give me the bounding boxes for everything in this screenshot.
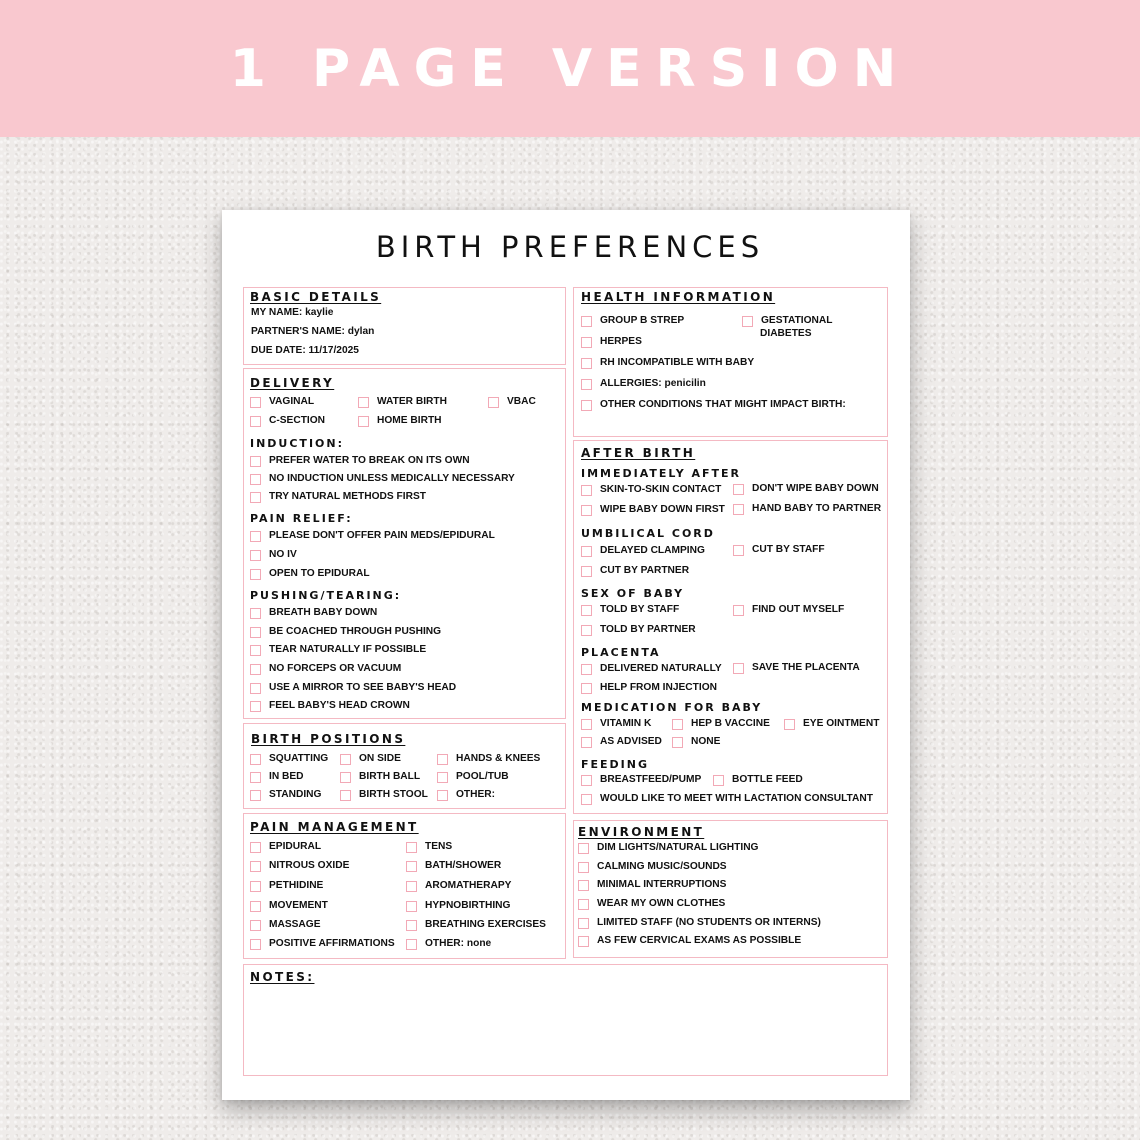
checkbox[interactable] bbox=[340, 754, 351, 765]
option-label: ALLERGIES: penicilin bbox=[600, 378, 706, 389]
option-label: SAVE THE PLACENTA bbox=[752, 662, 860, 673]
checkbox[interactable] bbox=[437, 772, 448, 783]
option-label: STANDING bbox=[269, 789, 322, 800]
checkbox-item[interactable] bbox=[250, 663, 401, 676]
checkbox-item[interactable] bbox=[581, 545, 705, 558]
checkbox-item[interactable] bbox=[250, 607, 377, 620]
option-label: OTHER CONDITIONS THAT MIGHT IMPACT BIRTH: bbox=[600, 399, 846, 410]
checkbox[interactable] bbox=[784, 719, 795, 730]
notes-area[interactable] bbox=[248, 988, 883, 1072]
checkbox[interactable] bbox=[488, 397, 499, 408]
option-label: DIM LIGHTS/NATURAL LIGHTING bbox=[597, 842, 759, 853]
checkbox-item[interactable] bbox=[406, 938, 491, 951]
pushing-heading: PUSHING/TEARING: bbox=[250, 589, 402, 602]
checkbox[interactable] bbox=[340, 772, 351, 783]
checkbox-item[interactable] bbox=[581, 774, 701, 787]
checkbox[interactable] bbox=[250, 550, 261, 561]
checkbox-item[interactable] bbox=[581, 624, 696, 637]
checkbox[interactable] bbox=[733, 504, 744, 515]
checkbox[interactable] bbox=[581, 546, 592, 557]
option-label: BE COACHED THROUGH PUSHING bbox=[269, 626, 442, 637]
option-label: AS ADVISED bbox=[600, 736, 662, 747]
checkbox-item[interactable] bbox=[733, 544, 825, 557]
checkbox[interactable] bbox=[406, 842, 417, 853]
checkbox-item[interactable] bbox=[406, 919, 546, 932]
feeding-heading: FEEDING bbox=[581, 758, 650, 771]
option-label: TRY NATURAL METHODS FIRST bbox=[269, 491, 426, 502]
checkbox[interactable] bbox=[578, 862, 589, 873]
option-label: PLEASE DON'T OFFER PAIN MEDS/EPIDURAL bbox=[269, 530, 495, 541]
checkbox[interactable] bbox=[250, 861, 261, 872]
after-birth-heading: AFTER BIRTH bbox=[581, 446, 696, 460]
pain-relief-heading: PAIN RELIEF: bbox=[250, 512, 353, 525]
option-label: MASSAGE bbox=[269, 919, 321, 930]
checkbox-item[interactable] bbox=[250, 771, 304, 784]
checkbox[interactable] bbox=[250, 416, 261, 427]
checkbox[interactable] bbox=[358, 416, 369, 427]
checkbox[interactable] bbox=[250, 683, 261, 694]
option-label: TENS bbox=[425, 841, 453, 852]
checkbox-item[interactable] bbox=[784, 718, 879, 731]
checkbox-item[interactable] bbox=[340, 771, 420, 784]
checkbox[interactable] bbox=[250, 901, 261, 912]
checkbox-item[interactable] bbox=[250, 626, 441, 639]
checkbox-item[interactable] bbox=[581, 336, 642, 349]
checkbox[interactable] bbox=[733, 545, 744, 556]
sex-of-baby-heading: SEX OF BABY bbox=[581, 587, 685, 600]
option-label: POOL/TUB bbox=[456, 771, 509, 782]
option-label: BREASTFEED/PUMP bbox=[600, 774, 702, 785]
checkbox-item[interactable] bbox=[250, 491, 426, 504]
option-label: DON'T WIPE BABY DOWN bbox=[752, 483, 879, 494]
option-label: TEAR NATURALLY IF POSSIBLE bbox=[269, 644, 427, 655]
checkbox[interactable] bbox=[250, 456, 261, 467]
checkbox-item[interactable] bbox=[250, 455, 470, 468]
option-label: CUT BY STAFF bbox=[752, 544, 825, 555]
checkbox[interactable] bbox=[672, 737, 683, 748]
option-label: DELAYED CLAMPING bbox=[600, 545, 705, 556]
option-label: TOLD BY STAFF bbox=[600, 604, 680, 615]
checkbox[interactable] bbox=[250, 492, 261, 503]
option-label: AS FEW CERVICAL EXAMS AS POSSIBLE bbox=[597, 935, 802, 946]
checkbox-item[interactable] bbox=[437, 789, 495, 802]
checkbox-item[interactable] bbox=[581, 357, 754, 370]
checkbox[interactable] bbox=[250, 754, 261, 765]
checkbox-item[interactable] bbox=[578, 935, 801, 948]
checkbox-item[interactable] bbox=[250, 700, 410, 713]
checkbox-item[interactable] bbox=[340, 789, 428, 802]
checkbox-item[interactable] bbox=[250, 530, 495, 543]
checkbox[interactable] bbox=[581, 505, 592, 516]
checkbox[interactable] bbox=[437, 790, 448, 801]
pain-management-heading: PAIN MANAGEMENT bbox=[250, 820, 419, 834]
option-label: VAGINAL bbox=[269, 396, 315, 407]
checkbox[interactable] bbox=[733, 605, 744, 616]
checkbox[interactable] bbox=[250, 701, 261, 712]
option-label: HYPNOBIRTHING bbox=[425, 900, 511, 911]
induction-heading: INDUCTION: bbox=[250, 437, 344, 450]
option-label: HOME BIRTH bbox=[377, 415, 442, 426]
option-label: WEAR MY OWN CLOTHES bbox=[597, 898, 726, 909]
checkbox[interactable] bbox=[578, 918, 589, 929]
due-date-field[interactable]: DUE DATE: 11/17/2025 bbox=[251, 345, 359, 356]
option-label: FIND OUT MYSELF bbox=[752, 604, 845, 615]
checkbox-item[interactable] bbox=[581, 504, 725, 517]
checkbox[interactable] bbox=[578, 843, 589, 854]
checkbox-item[interactable] bbox=[406, 860, 501, 873]
checkbox[interactable] bbox=[581, 485, 592, 496]
checkbox-item[interactable] bbox=[733, 483, 879, 496]
banner-title: 1 PAGE VERSION bbox=[229, 38, 911, 99]
checkbox[interactable] bbox=[581, 316, 592, 327]
checkbox[interactable] bbox=[581, 683, 592, 694]
checkbox-item[interactable] bbox=[250, 938, 395, 951]
umbilical-cord-heading: UMBILICAL CORD bbox=[581, 527, 715, 540]
checkbox[interactable] bbox=[250, 790, 261, 801]
option-label: USE A MIRROR TO SEE BABY'S HEAD bbox=[269, 682, 457, 693]
checkbox[interactable] bbox=[406, 861, 417, 872]
checkbox-item[interactable] bbox=[250, 682, 456, 695]
my-name-field[interactable]: MY NAME: kaylie bbox=[251, 307, 334, 318]
checkbox[interactable] bbox=[713, 775, 724, 786]
checkbox[interactable] bbox=[581, 737, 592, 748]
checkbox-item[interactable] bbox=[406, 880, 511, 893]
option-label: MOVEMENT bbox=[269, 900, 328, 911]
option-label: AROMATHERAPY bbox=[425, 880, 512, 891]
checkbox-item[interactable] bbox=[250, 789, 321, 802]
checkbox[interactable] bbox=[250, 939, 261, 950]
option-label: PREFER WATER TO BREAK ON ITS OWN bbox=[269, 455, 470, 466]
option-label: NITROUS OXIDE bbox=[269, 860, 350, 871]
checkbox[interactable] bbox=[581, 379, 592, 390]
placenta-heading: PLACENTA bbox=[581, 646, 661, 659]
checkbox-item[interactable] bbox=[581, 736, 662, 749]
option-label: BIRTH STOOL bbox=[359, 789, 428, 800]
checkbox[interactable] bbox=[578, 880, 589, 891]
checkbox-item[interactable] bbox=[578, 842, 758, 855]
checkbox[interactable] bbox=[250, 627, 261, 638]
option-label: BOTTLE FEED bbox=[732, 774, 803, 785]
checkbox-item[interactable] bbox=[250, 880, 323, 893]
option-label: RH INCOMPATIBLE WITH BABY bbox=[600, 357, 755, 368]
checkbox-item[interactable] bbox=[488, 396, 536, 409]
checkbox-item[interactable] bbox=[250, 860, 349, 873]
option-label: SKIN-TO-SKIN CONTACT bbox=[600, 484, 722, 495]
checkbox-item[interactable] bbox=[578, 861, 727, 874]
option-label-continued: DIABETES bbox=[760, 328, 812, 339]
medication-heading: MEDICATION FOR BABY bbox=[581, 701, 763, 714]
checkbox-item[interactable] bbox=[581, 604, 679, 617]
checkbox-item[interactable] bbox=[250, 549, 297, 562]
option-label: HANDS & KNEES bbox=[456, 753, 541, 764]
checkbox-item[interactable] bbox=[581, 399, 846, 412]
option-label: WOULD LIKE TO MEET WITH LACTATION CONSULTANT bbox=[600, 793, 873, 804]
checkbox[interactable] bbox=[581, 358, 592, 369]
checkbox-item[interactable] bbox=[581, 565, 689, 578]
checkbox-item[interactable] bbox=[578, 879, 726, 892]
option-label: HERPES bbox=[600, 336, 642, 347]
option-label: HEP B VACCINE bbox=[691, 718, 770, 729]
option-label: PETHIDINE bbox=[269, 880, 324, 891]
checkbox[interactable] bbox=[250, 608, 261, 619]
checkbox[interactable] bbox=[250, 645, 261, 656]
option-label: DELIVERED NATURALLY bbox=[600, 663, 722, 674]
checkbox[interactable] bbox=[250, 772, 261, 783]
checkbox[interactable] bbox=[672, 719, 683, 730]
checkbox-item[interactable] bbox=[713, 774, 803, 787]
option-label: CALMING MUSIC/SOUNDS bbox=[597, 861, 727, 872]
immediately-after-heading: IMMEDIATELY AFTER bbox=[581, 467, 742, 480]
checkbox-item[interactable] bbox=[733, 604, 844, 617]
checkbox[interactable] bbox=[581, 794, 592, 805]
checkbox-item[interactable] bbox=[581, 682, 717, 695]
checkbox-item[interactable] bbox=[733, 503, 881, 516]
option-label: BATH/SHOWER bbox=[425, 860, 502, 871]
option-label: IN BED bbox=[269, 771, 304, 782]
notes-heading: NOTES: bbox=[250, 970, 315, 984]
basic-details-heading: BASIC DETAILS bbox=[250, 290, 382, 304]
option-label: NONE bbox=[691, 736, 721, 747]
checkbox-item[interactable] bbox=[578, 898, 725, 911]
checkbox-item[interactable] bbox=[578, 917, 821, 930]
option-label: POSITIVE AFFIRMATIONS bbox=[269, 938, 395, 949]
checkbox[interactable] bbox=[250, 842, 261, 853]
checkbox[interactable] bbox=[250, 664, 261, 675]
checkbox[interactable] bbox=[581, 719, 592, 730]
checkbox-item[interactable] bbox=[437, 753, 540, 766]
option-label: BIRTH BALL bbox=[359, 771, 421, 782]
checkbox-item[interactable] bbox=[581, 663, 722, 676]
environment-heading: ENVIRONMENT bbox=[578, 825, 705, 839]
checkbox-item[interactable] bbox=[340, 753, 401, 766]
option-label: GESTATIONAL bbox=[761, 315, 833, 326]
page-title: BIRTH PREFERENCES bbox=[375, 230, 765, 264]
checkbox[interactable] bbox=[340, 790, 351, 801]
option-label: NO INDUCTION UNLESS MEDICALLY NECESSARY bbox=[269, 473, 515, 484]
checkbox-item[interactable] bbox=[406, 900, 510, 913]
checkbox[interactable] bbox=[578, 899, 589, 910]
checkbox[interactable] bbox=[581, 605, 592, 616]
checkbox-item[interactable] bbox=[733, 662, 860, 675]
option-label: TOLD BY PARTNER bbox=[600, 624, 696, 635]
checkbox[interactable] bbox=[358, 397, 369, 408]
checkbox-item[interactable] bbox=[250, 644, 426, 657]
checkbox-item[interactable] bbox=[250, 473, 515, 486]
checkbox[interactable] bbox=[581, 664, 592, 675]
checkbox[interactable] bbox=[406, 881, 417, 892]
checkbox[interactable] bbox=[578, 936, 589, 947]
banner bbox=[0, 0, 1140, 137]
option-label: VBAC bbox=[507, 396, 536, 407]
checkbox-item[interactable] bbox=[672, 718, 770, 731]
option-label: OPEN TO EPIDURAL bbox=[269, 568, 370, 579]
option-label: ON SIDE bbox=[359, 753, 401, 764]
option-label: HELP FROM INJECTION bbox=[600, 682, 717, 693]
checkbox[interactable] bbox=[406, 901, 417, 912]
checkbox-item[interactable] bbox=[742, 315, 833, 328]
option-label: VITAMIN K bbox=[600, 718, 652, 729]
option-label: LIMITED STAFF (NO STUDENTS OR INTERNS) bbox=[597, 917, 821, 928]
checkbox[interactable] bbox=[250, 474, 261, 485]
option-label: EYE OINTMENT bbox=[803, 718, 880, 729]
checkbox[interactable] bbox=[733, 484, 744, 495]
checkbox-item[interactable] bbox=[250, 415, 325, 428]
option-label: GROUP B STREP bbox=[600, 315, 685, 326]
checkbox-item[interactable] bbox=[581, 484, 721, 497]
option-label: WATER BIRTH bbox=[377, 396, 447, 407]
checkbox-item[interactable] bbox=[437, 771, 509, 784]
checkbox[interactable] bbox=[250, 531, 261, 542]
partner-name-field[interactable]: PARTNER'S NAME: dylan bbox=[251, 326, 375, 337]
option-label: FEEL BABY'S HEAD CROWN bbox=[269, 700, 410, 711]
checkbox[interactable] bbox=[437, 754, 448, 765]
checkbox[interactable] bbox=[250, 569, 261, 580]
checkbox-item[interactable] bbox=[250, 753, 328, 766]
option-label: NO FORCEPS OR VACUUM bbox=[269, 663, 402, 674]
option-label: BREATHING EXERCISES bbox=[425, 919, 546, 930]
checkbox-item[interactable] bbox=[406, 841, 452, 854]
option-label: BREATH BABY DOWN bbox=[269, 607, 378, 618]
checkbox-item[interactable] bbox=[581, 315, 684, 328]
checkbox-item[interactable] bbox=[250, 396, 314, 409]
option-label: CUT BY PARTNER bbox=[600, 565, 690, 576]
checkbox-item[interactable] bbox=[250, 900, 328, 913]
checkbox[interactable] bbox=[250, 397, 261, 408]
option-label: EPIDURAL bbox=[269, 841, 322, 852]
checkbox[interactable] bbox=[250, 881, 261, 892]
option-label: WIPE BABY DOWN FIRST bbox=[600, 504, 725, 515]
checkbox-item[interactable] bbox=[358, 396, 447, 409]
option-label: HAND BABY TO PARTNER bbox=[752, 503, 882, 514]
checkbox-item[interactable] bbox=[358, 415, 442, 428]
checkbox[interactable] bbox=[581, 337, 592, 348]
checkbox-item[interactable] bbox=[581, 793, 873, 806]
checkbox[interactable] bbox=[581, 775, 592, 786]
checkbox-item[interactable] bbox=[581, 718, 651, 731]
checkbox-item[interactable] bbox=[250, 568, 370, 581]
delivery-heading: DELIVERY bbox=[250, 376, 335, 390]
checkbox-item[interactable] bbox=[250, 841, 321, 854]
checkbox[interactable] bbox=[581, 400, 592, 411]
option-label: SQUATTING bbox=[269, 753, 329, 764]
checkbox[interactable] bbox=[406, 920, 417, 931]
option-label: OTHER: none bbox=[425, 938, 492, 949]
option-label: MINIMAL INTERRUPTIONS bbox=[597, 879, 727, 890]
option-label: OTHER: bbox=[456, 789, 496, 800]
checkbox[interactable] bbox=[581, 625, 592, 636]
checkbox[interactable] bbox=[742, 316, 753, 327]
checkbox-item[interactable] bbox=[581, 378, 706, 391]
health-information-heading: HEALTH INFORMATION bbox=[581, 290, 776, 304]
checkbox[interactable] bbox=[406, 939, 417, 950]
checkbox[interactable] bbox=[250, 920, 261, 931]
birth-positions-heading: BIRTH POSITIONS bbox=[251, 732, 406, 746]
checkbox[interactable] bbox=[733, 663, 744, 674]
checkbox-item[interactable] bbox=[672, 736, 720, 749]
checkbox[interactable] bbox=[581, 566, 592, 577]
checkbox-item[interactable] bbox=[250, 919, 321, 932]
option-label: NO IV bbox=[269, 549, 297, 560]
option-label: C-SECTION bbox=[269, 415, 326, 426]
